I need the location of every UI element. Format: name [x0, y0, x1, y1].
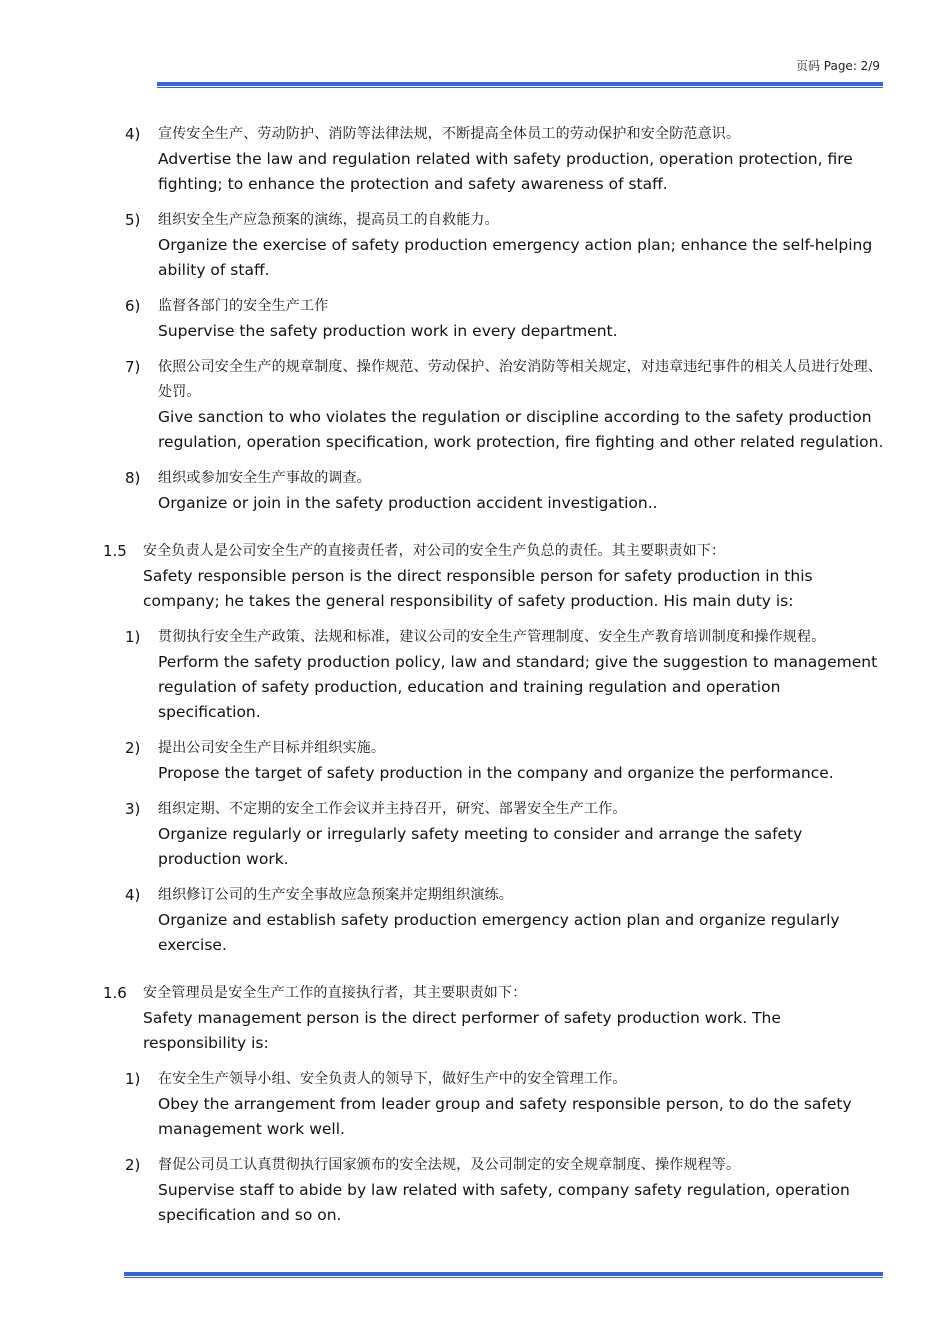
- item-text-chinese: 监督各部门的安全生产工作: [158, 298, 329, 314]
- footer-rule: [124, 1272, 883, 1278]
- item-number: 1): [125, 1070, 141, 1088]
- item-number: 5): [125, 211, 141, 229]
- list-item: [0, 797, 950, 872]
- item-number: 4): [125, 886, 141, 904]
- list-item: [0, 1067, 950, 1142]
- item-text-chinese: 在安全生产领导小组、安全负责人的领导下，做好生产中的安全管理工作。: [158, 1071, 627, 1087]
- document-body: [0, 122, 950, 1239]
- item-text-chinese: 依照公司安全生产的规章制度、操作规范、劳动保护、治安消防等相关规定，对违章违纪事件的相关人员进行处理、处罚。: [158, 359, 883, 400]
- item-text-english: Supervise the safety production work in every department.: [158, 322, 618, 340]
- list-item: [0, 466, 950, 516]
- section-1-6: [0, 981, 950, 1056]
- item-text-chinese: 组织或参加安全生产事故的调查。: [158, 470, 371, 486]
- list-item: [0, 294, 950, 344]
- item-number: 2): [125, 739, 141, 757]
- item-number: 7): [125, 358, 141, 376]
- section-text-chinese: 安全管理员是安全生产工作的直接执行者，其主要职责如下：: [143, 985, 527, 1001]
- item-text-chinese: 组织安全生产应急预案的演练，提高员工的自救能力。: [158, 212, 499, 228]
- section-number: 1.5: [103, 542, 127, 560]
- item-text-english: Advertise the law and regulation related with safety production, operation protection, fire fighting; to enhance the protection and safety awareness of staff.: [158, 150, 853, 193]
- item-text-english: Supervise staff to abide by law related with safety, company safety regulation, operation specification and so on.: [158, 1181, 850, 1224]
- item-number: 3): [125, 800, 141, 818]
- section-number: 1.6: [103, 984, 127, 1002]
- list-item: [0, 736, 950, 786]
- page-number-label: 页码 Page: 2/9: [795, 59, 880, 73]
- item-text-english: Obey the arrangement from leader group and safety responsible person, to do the safety management work well.: [158, 1095, 852, 1138]
- item-number: 4): [125, 125, 141, 143]
- section-text-chinese: 安全负责人是公司安全生产的直接责任者，对公司的安全生产负总的责任。其主要职责如下：: [143, 543, 726, 559]
- item-text-chinese: 组织修订公司的生产安全事故应急预案并定期组织演练。: [158, 887, 513, 903]
- item-text-english: Propose the target of safety production in the company and organize the performance.: [158, 764, 834, 782]
- list-item: [0, 122, 950, 197]
- item-text-english: Give sanction to who violates the regulation or discipline according to the safety production regulation, operation specification, work protection, fire fighting and other related regulation.: [158, 408, 884, 451]
- item-text-english: Organize or join in the safety production accident investigation..: [158, 494, 658, 512]
- list-item: [0, 625, 950, 725]
- item-number: 8): [125, 469, 141, 487]
- item-number: 2): [125, 1156, 141, 1174]
- section-1-5: [0, 539, 950, 614]
- item-text-english: Organize regularly or irregularly safety meeting to consider and arrange the safety production work.: [158, 825, 803, 868]
- header-rule: [157, 82, 883, 88]
- item-text-chinese: 督促公司员工认真贯彻执行国家颁布的安全法规，及公司制定的安全规章制度、操作规程等。: [158, 1157, 741, 1173]
- list-item: [0, 355, 950, 455]
- list-item: [0, 1153, 950, 1228]
- section-text-english: Safety responsible person is the direct responsible person for safety production in this company; he takes the general responsibility of safety production. His main duty is:: [143, 567, 813, 610]
- item-text-chinese: 宣传安全生产、劳动防护、消防等法律法规，不断提高全体员工的劳动保护和安全防范意识。: [158, 126, 741, 142]
- item-text-english: Organize and establish safety production emergency action plan and organize regularly exercise.: [158, 911, 840, 954]
- item-text-chinese: 贯彻执行安全生产政策、法规和标准，建议公司的安全生产管理制度、安全生产教育培训制度和操作规程。: [158, 629, 826, 645]
- item-number: 1): [125, 628, 141, 646]
- section-text-english: Safety management person is the direct performer of safety production work. The responsibility is:: [143, 1009, 781, 1052]
- item-text-chinese: 提出公司安全生产目标并组织实施。: [158, 740, 386, 756]
- item-text-english: Organize the exercise of safety production emergency action plan; enhance the self-helping ability of staff.: [158, 236, 873, 279]
- item-text-english: Perform the safety production policy, law and standard; give the suggestion to management regulation of safety production, education and training regulation and operation specification.: [158, 653, 878, 721]
- list-item: [0, 208, 950, 283]
- list-item: [0, 883, 950, 958]
- item-number: 6): [125, 297, 141, 315]
- item-text-chinese: 组织定期、不定期的安全工作会议并主持召开，研究、部署安全生产工作。: [158, 801, 627, 817]
